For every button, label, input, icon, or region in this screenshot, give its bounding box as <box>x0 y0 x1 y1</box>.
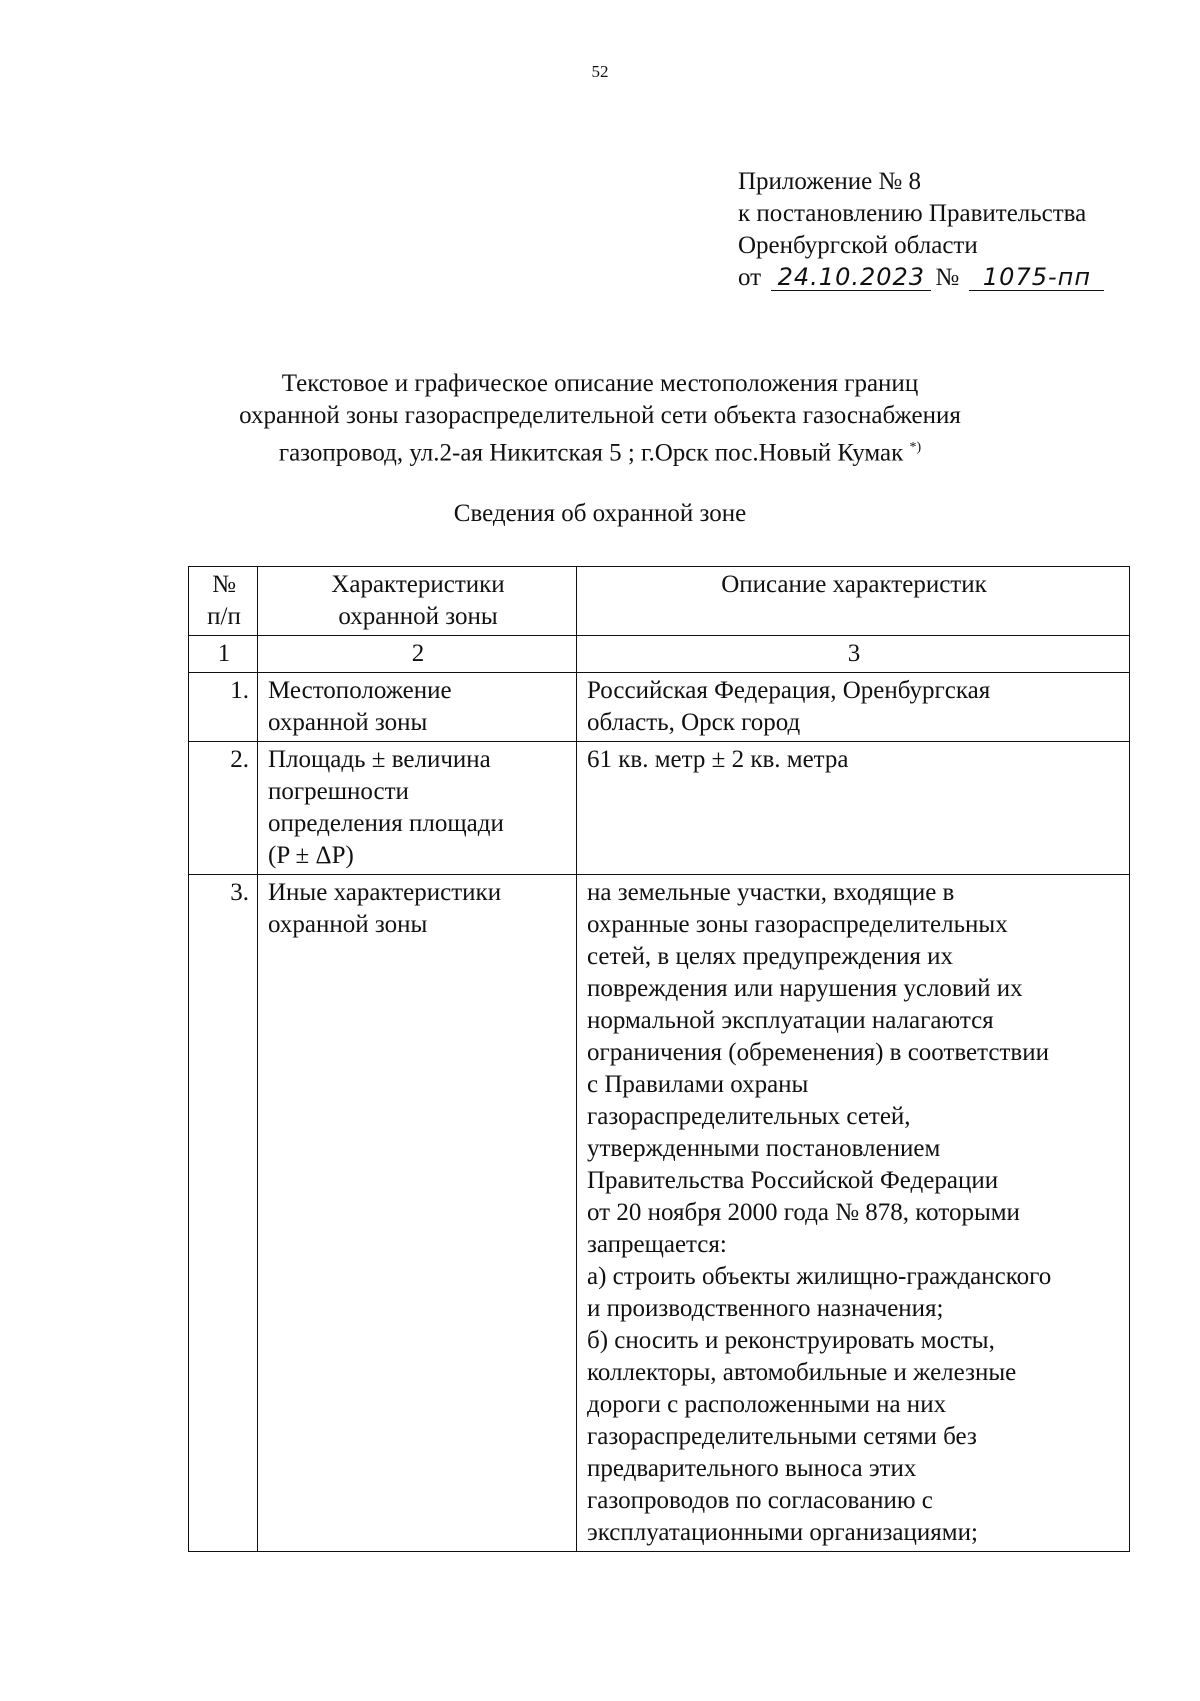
appendix-block <box>738 166 1104 294</box>
title-line-1: Текстовое и графическое описание местоположения границ <box>281 370 919 397</box>
zone-info-table <box>188 566 1130 1552</box>
column-number-3: 3 <box>577 636 1130 673</box>
column-number-2: 2 <box>258 636 577 673</box>
appendix-date-line <box>738 262 1104 294</box>
appendix-line-2: к постановлению Правительства <box>738 200 1087 227</box>
number-sign: № <box>935 264 960 291</box>
header-number: № п/п <box>189 567 258 636</box>
footnote-mark: *) <box>909 440 922 455</box>
section-subtitle: Сведения об охранной зоне <box>453 500 747 527</box>
column-number-row <box>189 636 1130 673</box>
table-header-row <box>189 567 1130 636</box>
title-line-3-text: газопровод, ул.2-ая Никитская 5 ; г.Орск пос.Новый Кумак <box>278 439 904 467</box>
appendix-line-1: Приложение № 8 <box>738 168 922 195</box>
row-description: Российская Федерация, Оренбургская область, Орск город <box>577 673 1130 742</box>
header-characteristic: Характеристики охранной зоны <box>258 567 577 636</box>
header-description: Описание характеристик <box>577 567 1130 636</box>
table-row <box>189 875 1130 1552</box>
handwritten-date: 24.10.2023 <box>771 264 931 291</box>
title-line-3 <box>0 432 1200 469</box>
row-description: на земельные участки, входящие в охранные зоны газораспределительных сетей, в целях предупреждения их повреждения или нарушения условий их нормальной эксплуатации налагаются ограничения (обременения) в соответствии с Правилами охраны газораспределительных сетей, утвержденными постановлением Правительства Российской Федерации от 20 ноября 2000 года № 878, которыми запрещается: а) строить объекты жилищно-гражданского и производственного назначения; б) сносить и реконструировать мосты, коллекторы, автомобильные и железные дороги с расположенными на них газораспределительными сетями без предварительного выноса этих газопроводов по согласованию с эксплуатационными организациями; <box>577 875 1130 1552</box>
appendix-line-3: Оренбургской области <box>738 232 978 259</box>
row-number: 1. <box>189 673 258 742</box>
row-number: 2. <box>189 742 258 875</box>
handwritten-number: 1075-пп <box>969 264 1104 291</box>
table-row <box>189 742 1130 875</box>
table-row <box>189 673 1130 742</box>
row-characteristic: Площадь ± величина погрешности определения площади (P ± ΔP) <box>258 742 577 875</box>
row-characteristic: Иные характеристики охранной зоны <box>258 875 577 1552</box>
row-number: 3. <box>189 875 258 1552</box>
page-number: 52 <box>591 62 609 81</box>
column-number-1: 1 <box>189 636 258 673</box>
title-line-2: охранной зоны газораспределительной сети объекта газоснабжения <box>239 402 961 429</box>
row-characteristic: Местоположение охранной зоны <box>258 673 577 742</box>
document-title <box>0 368 1200 469</box>
row-description: 61 кв. метр ± 2 кв. метра <box>577 742 1130 875</box>
appendix-from-prefix: от <box>738 264 762 291</box>
